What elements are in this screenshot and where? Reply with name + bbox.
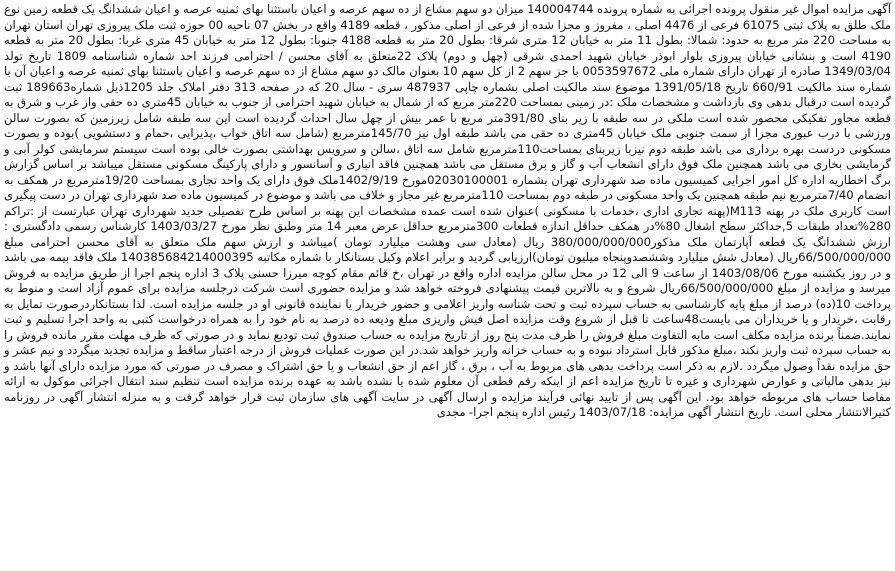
auction-notice-text: آگهی مزایده اموال غیر منقول پرونده اجرائی به شماره پرونده 140004744 میزان دو سهم مشاع از ده سهم عرصه و اعیان باستثنا بهای ثمنیه عرصه و اعیان ششدانگ یک قطعه زمین نوع ملک طلق به پلاک ثبتی 61075 فرعی از 4476 اصلی ، مفروز و مجزا شده از فرعی از اصلی مذکور ، قطعه 4189 واقع در بخش 07 ناحیه 00 حوزه ثبت ملک پیروزی تهران استان تهران به مساحت 220 متر مربع به حدود: شمالا: بطول 11 متر به خیابان 12 متری شرقا: بطول 20 متر به قطعه 4188 جنوبا: بطول 12 متر به خیابان 45 متری غربا: بطول 20 متر به قطعه 4190 است و بنشانی خیابان پیروزی بلوار ابوذر خیابان شهید احمدی شرقی (چهل و دوم) پلاک 22متعلق به آقای محسن / احترامی فرزند احد شماره شناسنامه 1809 تاریخ تولد 1349/03/04 صادره از تهران دارای شماره ملی 0053597672 با جز سهم 2 از کل سهم 10 بعنوان مالک دو سهم مشاع از ده سهم عرصه و اعیان باستثنا بهای ثمنیه عرصه و اعیان آن با شماره سند مالکیت 660/91 تاریخ 1391/05/18 موضوع سند مالکیت اصلی بشماره چاپی 487937 سری - سال 20 که در صفحه 313 دفتر املاک جلد 1205ذیل شماره189663 ثبت گردیده است درقبال بدهی وی بازداشت و مشخصات ملک :در زمینی بمساحت 220متر مربع که از شمال به خیابان شهید احترامی از جنوب به خیابان 45متری ده حقی واز غرب و شرق به قطعه مجاور تفکیکی محصور شده است ملکی در سه طبقه با زیر بنای 391/80متر مربع با عمر بیش از چهل سال احداث گردیده است این سه طبقه شامل زیرزمین که بصورت سالن ورزشی با درب عبوری مجزا از سمت جنوبی ملک خیابان 45متری ده حقی می باشد طبقه اول نیز 145/70مترمربع (شامل سه اتاق خواب ،پذیرایی ،حمام و دستشویی )بوده و بصورت مسکونی دردست بهره برداری می باشد طبقه دوم نیزبا زیربنای بمساحت110مترمربع شامل سه اتاق ،سالن و سرویس بهداشتی بصورت خالی بوده است سیستم سرمایشی کولر آبی و گرمایشی بخاری می باشد همچنین ملک فوق دارای انشعاب آب و گاز و برق مستقل می باشد همچنین فاقد انباری و آسانسور و دارای پارکینگ مسکونی مستقل میباشد بر اساس گزارش برگ اخطاریه اداره کل امور اجرایی کمیسیون ماده صد شهرداری تهران بشماره 02030100001مورخ 1402/9/19ملک فوق دارای یک واحد تجاری بمساحت 19/20مترمربع در همکف به انضمام 7/40مترمربع نیم طبقه همچنین یک واحد مسکونی در طبقه دوم بمساحت 110مترمربع غیر مجاز و خلاف می باشد و موضوع در کمیسیون ماده صد شهرداری تهران در دست پیگیری است کاربری ملک در پهنه M113(پهنه تجاری اداری ،خدمات با مسکونی )عنوان شده است عمده مشخصات این پهنه بر اساس طرح تفصیلی جدید شهرداری تهران عبارتست از :تراکم 280%تعداد طبقات 5,حداکثر سطح اشغال 80%در همکف حداقل اندازه قطعات 300مترمربع حداقل عرض معبر 14 متر وطبق نظر مورخ 1403/03/27 کارشناس رسمی دادگستری : ارزش ششدانگ یک قطعه آپارتمان ملک مذکور380/000/000/000 ریال (معادل سی وهشت میلیارد تومان )میباشد و ارزش سهم ملک متعلق به آقای محسن احترامی مبلغ 66/500/000/000ریال (معادل شش میلیارد وششصدوپنجاه میلیون تومان)ارزیابی گردید و برابر اعلام وکیل بستانکار با شماره مکاتبه 140385684214000395 ملک فاقد بیمه می باشد و در روز یکشنبه مورخ 1403/08/06 از ساعت 9 الی 12 در محل سالن مزایده اداره واقع در تهران ،خ قائم مقام کوچه میرزا حسنی پلاک 3 اداره پنجم اجرا از طریق مزایده به فروش میرسد و مزایده از مبلغ 66/500/000/000ریال شروع و به بالاترین قیمت پیشنهادی فروخته خواهد شد و مزایده حضوری است شرکت درجلسه مزایده برای عموم آزاد است و منوط به پرداخت 10(ده) درصد از مبلغ پایه کارشناسی به حساب سپرده ثبت و تحت شناسه واریز اعلامی و حضور خریدار یا نماینده قانونی او در جلسه مزایده است. لذا بستانکاردرصورت تمایل به رقابت ،خریدار و یا خریداران می بایست48ساعت تا قبل از شروع وقت مزایده اصل فیش واریزی مبلغ ودیعه ده درصد به نام خود را به همراه درخواست کتبی به واحد اجرا تسلیم و ثبت نمایند.ضمناً برنده مزایده مکلف است مابه التفاوت مبلغ فروش را ظرف مدت پنج روز از تاریخ مزایده به حساب صندوق ثبت تودیع نماید و در صورتی که ظرف مهلت مقرر مانده فروش را به حساب سپرده ثبت واریز نکند ،مبلغ مذکور قابل استرداد نبوده و به حساب خزانه واریز خواهد شد.در این صورت عملیات فروش از درجه اعتبار ساقط و مزایده تجدید میگردد و نیم عشر و حق مزایده نقداً وصول میگردد .لازم به ذکر است پرداخت بدهی های مربوط به آب ، برق ، گاز اعم از حق انشعاب و یا حق اشتراک و مصرف در صورتی که مورد مزایده دارای آنها باشد و نیز بدهی مالیاتی و عوارض شهرداری و غیره تا تاریخ مزایده اعم از اینکه رقم قطعی آن معلوم شده یا نشده باشد به عهده برنده مزایده است تنظیم سند انتقال اجرائی موکول به ارائه مفاصا حساب های مربوطه خواهد بود. این آگهی پس از تایید نهائی فرآیند مزایده و ارسال آگهی در سایت آگهی های سازمان ثبت قرار خواهد گرفت و به منزله انتشار آگهی در روزنامه کثیرالانتشار محلی است. تاریخ انتشار آگهی مزایده: 1403/07/18 رئیس اداره پنجم اجرا- مجدی (4, 2, 892, 419)
